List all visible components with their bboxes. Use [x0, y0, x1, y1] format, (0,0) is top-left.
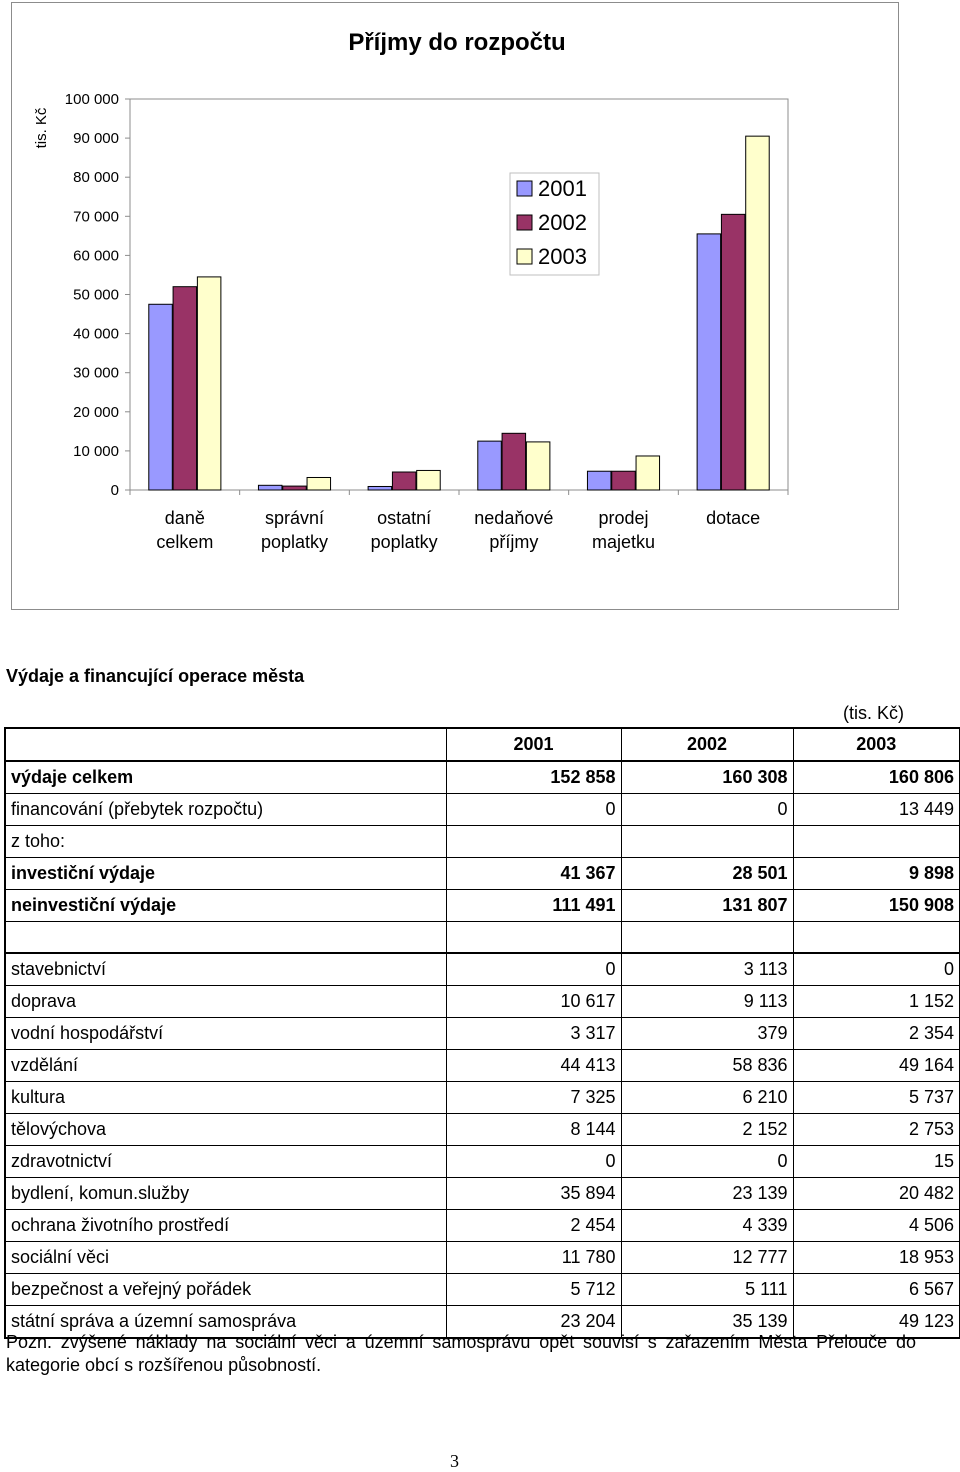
row-value: 5 737 — [793, 1081, 960, 1113]
row-value — [793, 826, 960, 858]
row-label: sociální věci — [5, 1241, 446, 1273]
table-row — [5, 858, 960, 890]
row-value: 3 113 — [621, 953, 793, 986]
row-value: 0 — [446, 1145, 621, 1177]
x-category-label: správní — [264, 508, 325, 528]
row-label: financování (přebytek rozpočtu) — [5, 794, 446, 826]
row-value — [621, 922, 793, 953]
y-tick-label: 80 000 — [73, 169, 119, 187]
row-value: 160 806 — [793, 761, 960, 794]
table-row — [5, 953, 960, 986]
row-label: ochrana životního prostředí — [5, 1209, 446, 1241]
row-label: neinvestiční výdaje — [5, 890, 446, 922]
row-label: výdaje celkem — [5, 761, 446, 794]
row-label: investiční výdaje — [5, 858, 446, 890]
row-value: 1 152 — [793, 985, 960, 1017]
x-category-label: majetku — [591, 532, 656, 552]
row-value: 41 367 — [446, 858, 621, 890]
bar — [173, 287, 197, 490]
row-value: 0 — [621, 794, 793, 826]
row-value: 58 836 — [621, 1049, 793, 1081]
row-value: 8 144 — [446, 1113, 621, 1145]
legend-label: 2001 — [538, 176, 587, 201]
row-value — [793, 922, 960, 953]
row-value: 150 908 — [793, 890, 960, 922]
table-row — [5, 985, 960, 1017]
row-value: 0 — [446, 953, 621, 986]
x-category-label: celkem — [156, 532, 214, 552]
row-value: 12 777 — [621, 1241, 793, 1273]
y-tick-label: 40 000 — [73, 325, 119, 343]
row-value: 18 953 — [793, 1241, 960, 1273]
x-category-label: dotace — [706, 508, 761, 528]
row-label: tělovýchova — [5, 1113, 446, 1145]
row-value: 152 858 — [446, 761, 621, 794]
section-title: Výdaje a financující operace města — [6, 666, 305, 686]
row-label: doprava — [5, 985, 446, 1017]
y-tick-label: 0 — [110, 482, 119, 499]
row-value: 10 617 — [446, 985, 621, 1017]
table-row — [5, 1273, 960, 1305]
row-value: 379 — [621, 1017, 793, 1049]
legend-swatch — [517, 181, 532, 196]
bar — [612, 471, 636, 490]
revenue-chart-svg — [12, 3, 898, 609]
table-row — [5, 1145, 960, 1177]
table-row — [5, 1049, 960, 1081]
row-value: 49 123 — [793, 1305, 960, 1338]
chart-title: Příjmy do rozpočtu — [348, 29, 566, 56]
row-label: vodní hospodářství — [5, 1017, 446, 1049]
expenditure-table — [4, 727, 960, 1339]
row-value: 0 — [793, 953, 960, 986]
row-value: 4 339 — [621, 1209, 793, 1241]
bar — [149, 304, 173, 490]
table-row — [5, 826, 960, 858]
bar — [307, 477, 331, 490]
y-tick-label: 100 000 — [64, 91, 119, 108]
row-value: 3 317 — [446, 1017, 621, 1049]
legend-swatch — [517, 249, 532, 264]
row-value: 4 506 — [793, 1209, 960, 1241]
bar — [587, 471, 611, 490]
row-value: 15 — [793, 1145, 960, 1177]
row-value: 6 210 — [621, 1081, 793, 1113]
row-value: 5 712 — [446, 1273, 621, 1305]
row-value — [446, 826, 621, 858]
legend-label: 2003 — [538, 244, 587, 269]
bar — [392, 472, 416, 490]
bar — [502, 433, 526, 490]
row-value: 35 894 — [446, 1177, 621, 1209]
row-label: stavebnictví — [5, 953, 446, 986]
row-value: 0 — [446, 794, 621, 826]
bar — [478, 441, 502, 490]
y-tick-label: 20 000 — [73, 403, 119, 421]
row-value: 9 898 — [793, 858, 960, 890]
y-tick-label: 90 000 — [73, 130, 119, 148]
legend-label: 2002 — [538, 210, 587, 235]
table-row — [5, 1209, 960, 1241]
bar — [368, 486, 392, 490]
table-row — [5, 761, 960, 794]
row-value: 44 413 — [446, 1049, 621, 1081]
table-row — [5, 1017, 960, 1049]
revenue-chart — [11, 2, 899, 610]
x-category-label: ostatní — [377, 508, 432, 528]
row-value: 5 111 — [621, 1273, 793, 1305]
legend-swatch — [517, 215, 532, 230]
bar — [746, 136, 770, 490]
table-row — [5, 1241, 960, 1273]
table-row — [5, 1081, 960, 1113]
x-category-label: poplatky — [260, 532, 329, 552]
table-header-cell: 2002 — [621, 728, 793, 761]
row-label: kultura — [5, 1081, 446, 1113]
table-row — [5, 922, 960, 953]
row-value: 20 482 — [793, 1177, 960, 1209]
x-category-label: prodej — [598, 508, 649, 528]
table-row — [5, 890, 960, 922]
bar — [417, 470, 441, 490]
row-value: 23 204 — [446, 1305, 621, 1338]
table-row — [5, 1177, 960, 1209]
row-value: 7 325 — [446, 1081, 621, 1113]
table-header-empty — [5, 728, 446, 761]
row-label: bezpečnost a veřejný pořádek — [5, 1273, 446, 1305]
bar — [721, 214, 745, 490]
bar — [697, 234, 721, 490]
table-header-row — [5, 728, 960, 761]
row-label: bydlení, komun.služby — [5, 1177, 446, 1209]
row-value: 28 501 — [621, 858, 793, 890]
row-value: 35 139 — [621, 1305, 793, 1338]
row-value — [621, 826, 793, 858]
bar — [526, 442, 550, 490]
row-value: 0 — [621, 1145, 793, 1177]
row-value: 6 567 — [793, 1273, 960, 1305]
row-value: 11 780 — [446, 1241, 621, 1273]
row-value: 160 308 — [621, 761, 793, 794]
row-label: zdravotnictví — [5, 1145, 446, 1177]
row-value: 2 454 — [446, 1209, 621, 1241]
y-axis-label: tis. Kč — [33, 107, 50, 149]
bar — [197, 277, 221, 490]
y-tick-label: 50 000 — [73, 286, 119, 304]
bar — [636, 456, 660, 490]
row-value — [446, 922, 621, 953]
row-value: 2 152 — [621, 1113, 793, 1145]
row-value: 13 449 — [793, 794, 960, 826]
row-value: 2 753 — [793, 1113, 960, 1145]
table-header-cell: 2001 — [446, 728, 621, 761]
row-value: 49 164 — [793, 1049, 960, 1081]
row-label: z toho: — [5, 826, 446, 858]
table-row — [5, 1113, 960, 1145]
footnote: Pozn. zvýšené náklady na sociální věci a územní samosprávu opět souvisí s zařazením Města Přelouče do kategorie obcí s rozšířenou působností. — [6, 1332, 916, 1375]
x-category-label: daně — [164, 508, 205, 528]
unit-note: (tis. Kč) — [843, 703, 904, 723]
row-value: 2 354 — [793, 1017, 960, 1049]
row-value: 23 139 — [621, 1177, 793, 1209]
y-tick-label: 10 000 — [73, 442, 119, 460]
row-label — [5, 922, 446, 953]
table-header-cell: 2003 — [793, 728, 960, 761]
bar — [283, 486, 307, 490]
x-category-label: poplatky — [370, 532, 438, 552]
y-tick-label: 70 000 — [73, 208, 119, 226]
x-category-label: příjmy — [489, 532, 539, 552]
page-number: 3 — [450, 1451, 459, 1471]
row-value: 131 807 — [621, 890, 793, 922]
y-tick-label: 30 000 — [73, 364, 119, 382]
x-category-label: nedaňové — [474, 508, 554, 528]
y-tick-label: 60 000 — [73, 247, 119, 265]
row-value: 111 491 — [446, 890, 621, 922]
row-value: 9 113 — [621, 985, 793, 1017]
row-label: vzdělání — [5, 1049, 446, 1081]
table-row — [5, 794, 960, 826]
row-label: státní správa a územní samospráva — [5, 1305, 446, 1338]
bar — [258, 485, 282, 490]
plot-area — [130, 99, 788, 490]
